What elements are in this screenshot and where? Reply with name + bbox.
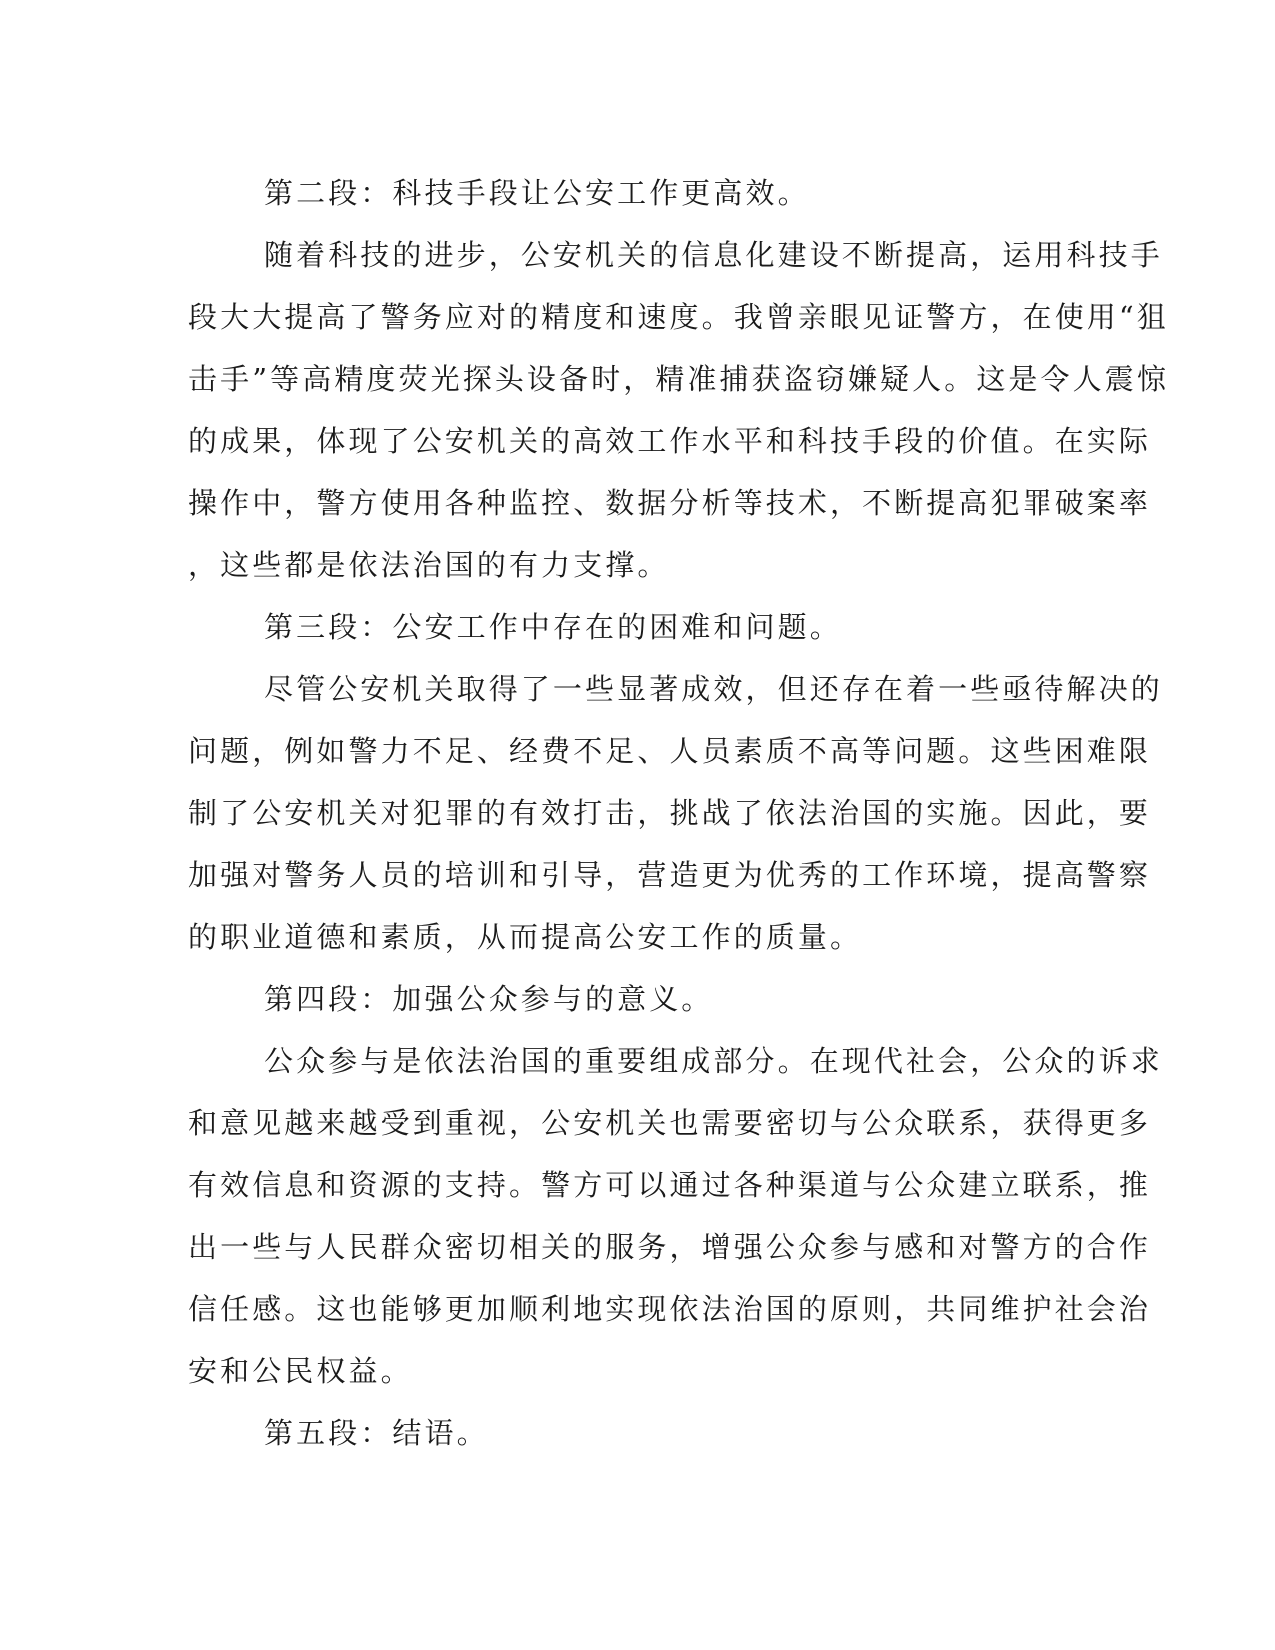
paragraph-line: 段大大提高了警务应对的精度和速度。我曾亲眼见证警方，在使用“狙 — [188, 300, 1169, 334]
paragraph-line: 制了公安机关对犯罪的有效打击，挑战了依法治国的实施。因此，要 — [188, 796, 1152, 830]
paragraph-line: ，这些都是依法治国的有力支撑。 — [188, 548, 670, 582]
paragraph-line: 和意见越来越受到重视，公安机关也需要密切与公众联系，获得更多 — [188, 1106, 1152, 1140]
paragraph-line: 的成果，体现了公安机关的高效工作水平和科技手段的价值。在实际 — [188, 424, 1152, 458]
paragraph-line: 操作中，警方使用各种监控、数据分析等技术，不断提高犯罪破案率 — [188, 486, 1152, 520]
paragraph-line: 公众参与是依法治国的重要组成部分。在现代社会，公众的诉求 — [264, 1044, 1163, 1078]
paragraph-line: 尽管公安机关取得了一些显著成效，但还存在着一些亟待解决的 — [264, 672, 1163, 706]
paragraph-line: 安和公民权益。 — [188, 1354, 413, 1388]
document-body — [188, 162, 1169, 1464]
section-2-paragraph — [188, 224, 1169, 596]
paragraph-line: 击手”等高精度荧光探头设备时，精准捕获盗窃嫌疑人。这是令人震惊 — [188, 362, 1169, 396]
paragraph-line: 问题，例如警力不足、经费不足、人员素质不高等问题。这些困难限 — [188, 734, 1152, 768]
paragraph-line: 加强对警务人员的培训和引导，营造更为优秀的工作环境，提高警察 — [188, 858, 1152, 892]
section-2-heading: 第二段：科技手段让公安工作更高效。 — [264, 176, 810, 210]
section-4-heading: 第四段：加强公众参与的意义。 — [264, 982, 714, 1016]
section-3-heading: 第三段：公安工作中存在的困难和问题。 — [264, 610, 842, 644]
section-5-heading: 第五段：结语。 — [264, 1416, 489, 1450]
paragraph-line: 的职业道德和素质，从而提高公安工作的质量。 — [188, 920, 863, 954]
paragraph-line: 信任感。这也能够更加顺利地实现依法治国的原则，共同维护社会治 — [188, 1292, 1152, 1326]
section-3-paragraph — [188, 658, 1163, 968]
paragraph-line: 有效信息和资源的支持。警方可以通过各种渠道与公众建立联系，推 — [188, 1168, 1152, 1202]
paragraph-line: 出一些与人民群众密切相关的服务，增强公众参与感和对警方的合作 — [188, 1230, 1152, 1264]
paragraph-line: 随着科技的进步，公安机关的信息化建设不断提高，运用科技手 — [264, 238, 1163, 272]
section-4-paragraph — [188, 1030, 1163, 1402]
